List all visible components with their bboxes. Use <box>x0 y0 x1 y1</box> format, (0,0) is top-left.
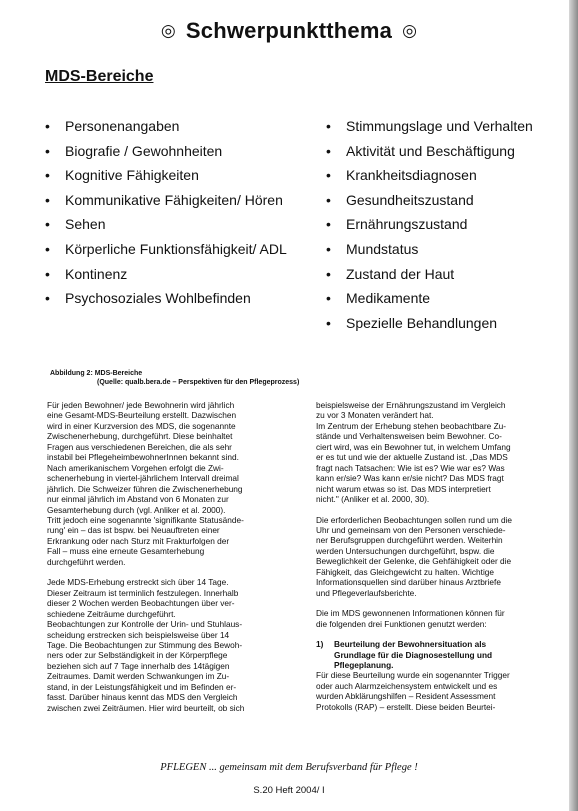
footer-page-info: S.20 Heft 2004/ I <box>253 785 325 796</box>
bullet-text: Körperliche Funktionsfähigkeit/ ADL <box>65 240 287 257</box>
text-line: rung' ein – das ist bspw. bei Neuauftreten einer <box>47 525 220 536</box>
text-line: Im Zentrum der Erhebung stehen beobachtbare Zu- <box>316 420 507 431</box>
text-line: Fähigkeit, das Gleichgewicht zu halten. Wichtige <box>316 566 495 577</box>
bullet-text: Medikamente <box>346 290 431 307</box>
text-line: ners oder zur Selbständigkeit in der Körperpflege <box>47 650 228 661</box>
bullet-text: Stimmungslage und Verhalten <box>346 118 533 134</box>
bullet-dot: • <box>326 314 331 331</box>
bullet-dot: • <box>326 191 331 208</box>
bullet-item <box>45 190 287 215</box>
text-line: Nach amerikanischem Vorgehen erfolgt die Zwi- <box>47 462 224 473</box>
text-line: nur einmal jährlich im Abstand von 6 Monaten zur <box>47 494 229 505</box>
target-symbol-icon: ◎ <box>160 21 176 40</box>
page-edge-shadow <box>569 0 578 811</box>
bullet-item <box>45 288 287 313</box>
paragraph <box>316 400 552 505</box>
text-line: und Pflegeverlaufsberichte. <box>316 587 417 598</box>
text-line: Beurteilung der Bewohnersituation als <box>334 639 487 650</box>
text-line: dieser 2 Wochen werden Beobachtungen über ver- <box>47 598 235 609</box>
text-line: nicht warum etwas so ist. Das MDS interpretiert <box>316 483 491 494</box>
text-line: zu vor 3 Monaten verändert hat. <box>316 410 434 421</box>
text-line: ner Berufsgruppen durchgeführt werden. Weiterhin <box>316 535 503 546</box>
text-line: Beobachtungen zur Kontrolle der Urin- und Stuhlaus- <box>47 619 243 630</box>
text-line: kann er/sie? Was kann er/sie nicht? Das MDS fragt <box>316 473 504 484</box>
bullet-text: Mundstatus <box>346 240 419 257</box>
bullet-dot: • <box>45 216 50 233</box>
text-line: beziehen sich auf 7 Tage innerhalb des 14tägigen <box>47 660 230 671</box>
bullet-dot: • <box>326 240 331 257</box>
bullet-item <box>45 239 287 264</box>
text-line: Für jeden Bewohner/ jede Bewohnerin wird jährlich <box>47 400 235 410</box>
text-line: Grundlage für die Diagnosestellung und <box>334 649 493 660</box>
text-line: Für diese Beurteilung wurde ein sogenannter Trigger <box>316 670 510 681</box>
bullet-text: Personenangaben <box>65 118 180 134</box>
text-line: Gesamterhebung durch (vgl. Anliker et al. 2000). <box>47 504 226 515</box>
text-line: Jede MDS-Erhebung erstreckt sich über 14 Tage. <box>47 577 229 588</box>
paragraph <box>316 608 552 629</box>
bullet-text: Sehen <box>65 216 106 233</box>
text-line: Protokolls (RAP) – erstellt. Diese beiden Beurtei- <box>316 701 496 712</box>
text-line: eine Gesamt-MDS-Beurteilung erstellt. Dazwischen <box>47 410 237 421</box>
bullet-text: Psychosoziales Wohlbefinden <box>65 290 251 307</box>
text-line: Beweglichkeit der Gelenke, die Gehfähigkeit oder die <box>316 556 512 567</box>
bullet-item <box>45 264 287 289</box>
text-line: durchgeführt werden. <box>47 556 126 567</box>
bullet-dot: • <box>45 290 50 307</box>
bullet-text: Kognitive Fähigkeiten <box>65 167 199 184</box>
bullet-item <box>326 313 533 338</box>
caption-title: Abbildung 2: MDS-Bereiche <box>50 370 143 377</box>
text-line: Uhr und gemeinsam von den Personen verschiede- <box>316 524 506 535</box>
figure-caption <box>50 369 299 387</box>
text-line: Die erforderlichen Beobachtungen sollen rund um die <box>316 514 513 525</box>
bullet-dot: • <box>45 265 50 282</box>
target-symbol-icon: ◎ <box>402 21 418 40</box>
bullet-dot: • <box>326 142 331 159</box>
text-line: fragt nach Tatsachen: Wie ist es? Wie war es? Was <box>316 462 505 473</box>
text-line: Zwischenerhebung, durchgeführt. Diese beinhaltet <box>47 431 233 442</box>
bullet-item <box>326 214 533 239</box>
bullet-item <box>326 239 533 264</box>
page-header <box>0 18 578 44</box>
bullet-item <box>326 165 533 190</box>
text-line: nicht." (Anliker et al. 2000, 30). <box>316 494 430 505</box>
bullet-dot: • <box>45 191 50 208</box>
text-line: Fall – muss eine erneute Gesamterhebung <box>47 546 205 557</box>
text-line: ciert wird, was ein Bewohner tut, in welchem Umfang <box>316 441 511 452</box>
bullet-text: Aktivität und Beschäftigung <box>346 142 515 159</box>
text-column-left <box>47 400 283 723</box>
text-line: stand, in der Leistungsfähigkeit und im Befinden er- <box>47 681 237 692</box>
numbered-heading <box>316 639 552 670</box>
text-line: scheidung erstrecken sich beispielsweise über 14 <box>47 629 230 640</box>
bullet-item <box>326 116 533 141</box>
paragraph <box>316 515 552 599</box>
text-line: Pflegeplanung. <box>334 659 394 670</box>
bullet-dot: • <box>326 265 331 282</box>
text-line: Erkrankung oder nach Sturz mit Frakturfolgen der <box>47 535 230 546</box>
numbered-heading-text <box>334 639 492 670</box>
bullet-item <box>326 264 533 289</box>
text-line: schiedene Zeiträume durchgeführt. <box>47 608 176 619</box>
paragraph <box>47 400 283 567</box>
bullet-text: Ernährungszustand <box>346 216 468 233</box>
bullet-dot: • <box>45 167 50 184</box>
text-line: Fragen aus verschiedenen Bereichen, die als sehr <box>47 441 232 452</box>
text-line: stände und Verhaltensweisen beim Bewohner. Co- <box>316 431 502 442</box>
bullet-text: Biografie / Gewohnheiten <box>65 142 223 159</box>
text-line: wird in einer Kurzversion des MDS, die sogenannte <box>47 420 236 431</box>
paragraph <box>316 670 552 712</box>
bullet-text: Zustand der Haut <box>346 265 455 282</box>
bullet-item <box>45 141 287 166</box>
text-column-right <box>316 400 552 722</box>
text-line: Zeitraumes. Damit werden Schwankungen im Zu- <box>47 671 230 682</box>
text-line: die folgenden drei Funktionen genutzt werden: <box>316 618 487 629</box>
bullet-item <box>45 116 287 141</box>
text-line: instabil bei PflegeheimbewohnerInnen bekannt sind. <box>47 452 239 463</box>
bullet-text: Gesundheitszustand <box>346 191 474 208</box>
bullet-text: Kommunikative Fähigkeiten/ Hören <box>65 191 283 208</box>
footer-slogan: PFLEGEN ... gemeinsam mit dem Berufsverband für Pflege ! <box>160 762 418 773</box>
text-line: zwischen zwei Zeiträumen. Hier wird beurteilt, ob sich <box>47 702 245 713</box>
caption-source: (Quelle: qualb.bera.de – Perspektiven für den Pflegeprozess) <box>97 379 300 386</box>
text-line: Tritt jedoch eine sogenannte 'signifikante Statusände- <box>47 514 244 525</box>
bullet-dot: • <box>45 240 50 257</box>
bullet-dot: • <box>326 167 331 184</box>
bullet-text: Kontinenz <box>65 265 128 282</box>
section-title: MDS-Bereiche <box>45 68 154 85</box>
text-line: jährlich. Die Schweizer führen die Zwischenerhebung <box>47 483 243 494</box>
bullet-text: Spezielle Behandlungen <box>346 314 498 331</box>
text-line: er es tut und wie der aktuelle Zustand ist. „Das MDS <box>316 452 508 463</box>
list-number: 1) <box>316 639 324 650</box>
bullet-dot: • <box>326 290 331 307</box>
text-line: wurden Abklärungshilfen – Resident Assessment <box>316 691 496 702</box>
text-line: Informationsquellen sind darüber hinaus Arztbriefe <box>316 577 501 588</box>
header-title: Schwerpunktthema <box>185 18 393 43</box>
text-line: oder auch Alarmzeichensystem entwickelt und es <box>316 680 498 691</box>
bullet-item <box>326 288 533 313</box>
bullet-dot: • <box>326 118 331 134</box>
bullet-list-right <box>326 116 533 337</box>
bullet-dot: • <box>326 216 331 233</box>
bullet-item <box>326 190 533 215</box>
bullet-text: Krankheitsdiagnosen <box>346 167 477 184</box>
text-line: beispielsweise der Ernährungszustand im Vergleich <box>316 400 506 410</box>
bullet-item <box>326 141 533 166</box>
bullet-list-left <box>45 116 287 313</box>
bullet-item <box>45 165 287 190</box>
text-line: werden Untersuchungen durchgeführt, bspw. die <box>316 545 495 556</box>
bullet-dot: • <box>45 118 50 134</box>
text-line: Tage. Die Beobachtungen zur Stimmung des Bewoh- <box>47 639 243 650</box>
bullet-dot: • <box>45 142 50 159</box>
text-line: Die im MDS gewonnenen Informationen können für <box>316 608 505 619</box>
bullet-item <box>45 214 287 239</box>
text-line: schenerhebung in viertel-jährlichem Intervall dreimal <box>47 473 239 484</box>
text-line: Dieser Zeitraum ist terminlich festzulegen. Innerhalb <box>47 587 239 598</box>
paragraph <box>47 577 283 713</box>
text-line: fasst. Darüber hinaus kennt das MDS den Vergleich <box>47 692 238 703</box>
